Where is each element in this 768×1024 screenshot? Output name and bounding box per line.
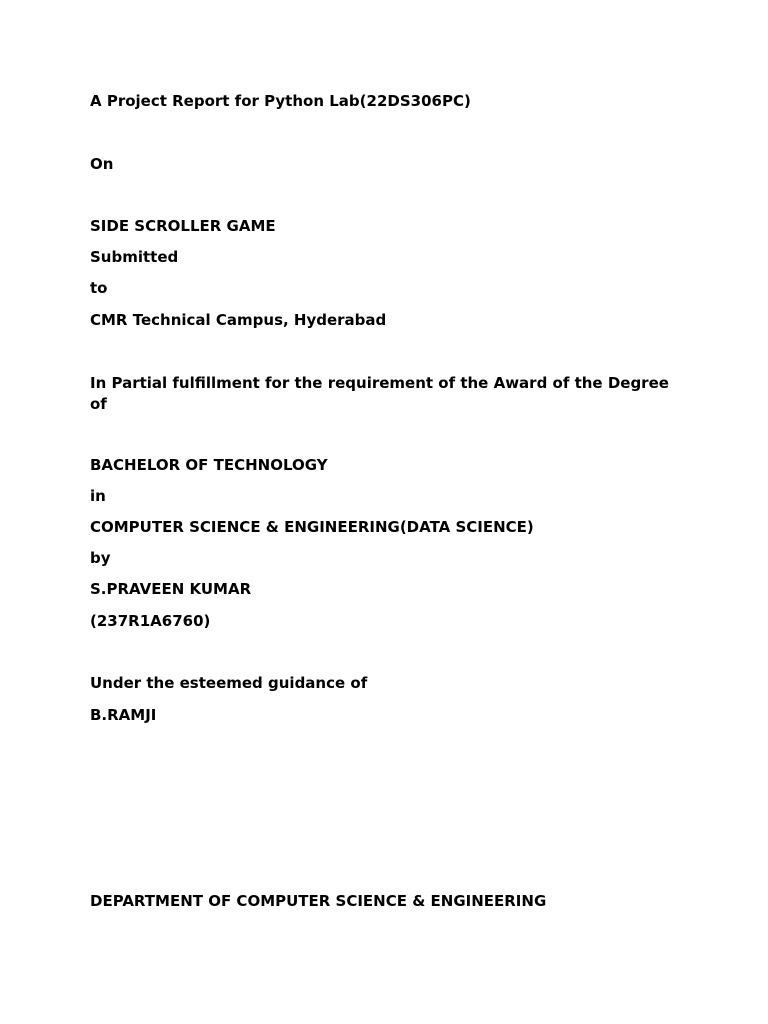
department-name: DEPARTMENT OF COMPUTER SCIENCE & ENGINEERING (90, 892, 547, 910)
project-title: SIDE SCROLLER GAME (90, 217, 276, 235)
fulfillment-text: In Partial fulfillment for the requirement of the Award of the Degree of (90, 374, 669, 413)
guide-name: B.RAMJI (90, 706, 157, 724)
roll-number: (237R1A6760) (90, 612, 211, 630)
in-text: in (90, 487, 106, 505)
institution-name: CMR Technical Campus, Hyderabad (90, 311, 387, 329)
on-text: On (90, 155, 114, 173)
report-title-line: A Project Report for Python Lab(22DS306PC) (90, 92, 471, 110)
degree-name: BACHELOR OF TECHNOLOGY (90, 456, 328, 474)
branch-name: COMPUTER SCIENCE & ENGINEERING(DATA SCIENCE) (90, 518, 534, 536)
by-text: by (90, 549, 111, 567)
submitted-text: Submitted (90, 248, 179, 266)
guidance-text: Under the esteemed guidance of (90, 674, 368, 692)
student-name: S.PRAVEEN KUMAR (90, 580, 252, 598)
to-text: to (90, 279, 108, 297)
